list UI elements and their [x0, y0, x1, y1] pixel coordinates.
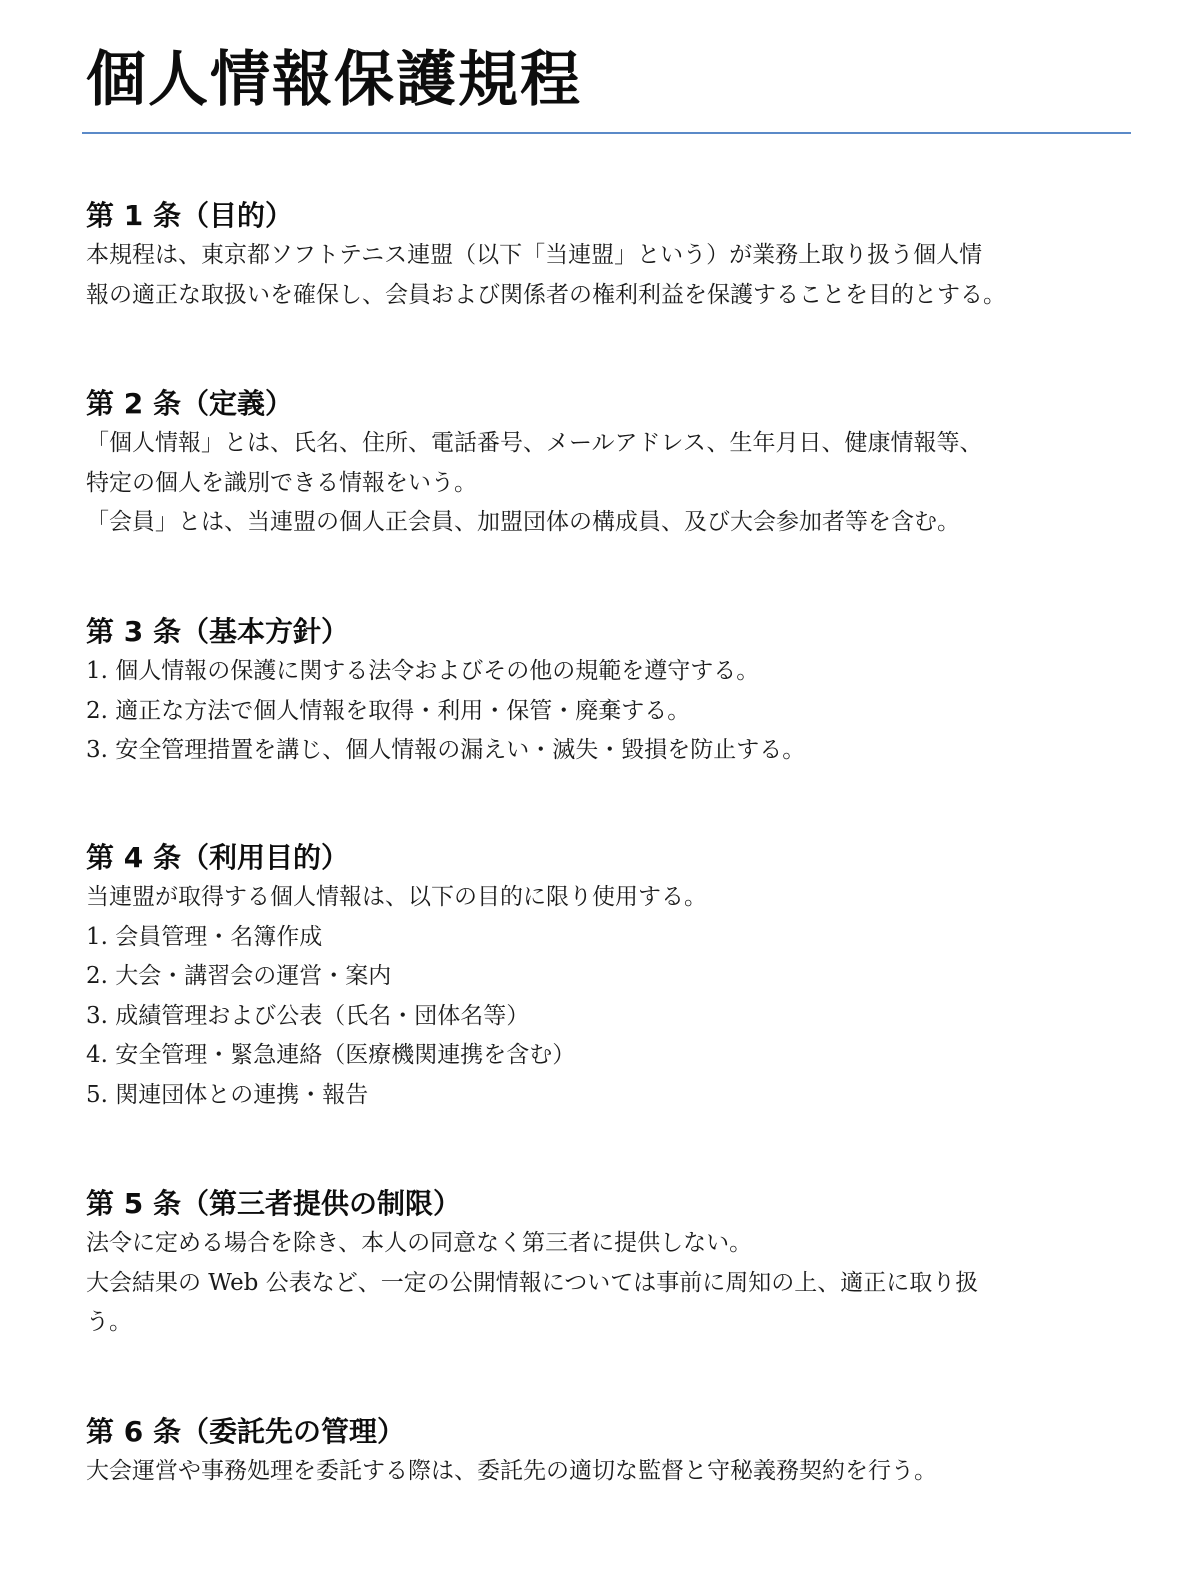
title-divider — [82, 132, 1131, 134]
article-heading: 第 1 条（目的） — [86, 199, 293, 232]
article-2 — [86, 384, 1166, 543]
list-item: 3. 安全管理措置を講じ、個人情報の漏えい・滅失・毀損を防止する。 — [86, 737, 806, 763]
body-line: 大会運営や事務処理を委託する際は、委託先の適切な監督と守秘義務契約を行う。 — [86, 1458, 937, 1484]
list-item: 1. 個人情報の保護に関する法令およびその他の規範を遵守する。 — [86, 658, 760, 684]
article-body — [86, 236, 1166, 315]
article-6 — [86, 1412, 1166, 1492]
body-line: 当連盟が取得する個人情報は、以下の目的に限り使用する。 — [86, 884, 707, 910]
article-heading: 第 4 条（利用目的） — [86, 841, 349, 874]
list-item: 1. 会員管理・名簿作成 — [86, 923, 323, 950]
body-line: 報の適正な取扱いを確保し、会員および関係者の権利利益を保護することを目的とする。 — [86, 281, 1006, 308]
list-item: 2. 適正な方法で個人情報を取得・利用・保管・廃棄する。 — [86, 697, 691, 724]
body-line: 「会員」とは、当連盟の個人正会員、加盟団体の構成員、及び大会参加者等を含む。 — [86, 509, 960, 535]
article-body — [86, 1452, 1166, 1492]
article-1 — [86, 196, 1166, 315]
article-heading: 第 3 条（基本方針） — [86, 615, 349, 648]
article-5 — [86, 1184, 1166, 1343]
list-item: 4. 安全管理・緊急連絡（医療機関連携を含む） — [86, 1042, 576, 1068]
article-body — [86, 424, 1166, 543]
article-heading: 第 5 条（第三者提供の制限） — [86, 1187, 461, 1220]
body-line: 「個人情報」とは、氏名、住所、電話番号、メールアドレス、生年月日、健康情報等、 — [86, 430, 983, 456]
body-line: 大会結果の Web 公表など、一定の公開情報については事前に周知の上、適正に取り扱 — [86, 1269, 979, 1296]
article-body — [86, 652, 1166, 771]
article-heading: 第 6 条（委託先の管理） — [86, 1415, 405, 1448]
article-3 — [86, 612, 1166, 771]
article-body — [86, 878, 1166, 1115]
body-line: 法令に定める場合を除き、本人の同意なく第三者に提供しない。 — [86, 1230, 753, 1256]
article-4 — [86, 838, 1166, 1115]
list-item: 3. 成績管理および公表（氏名・団体名等） — [86, 1002, 530, 1029]
list-item: 2. 大会・講習会の運営・案内 — [86, 963, 392, 989]
document-title: 個人情報保護規程 — [86, 45, 582, 115]
body-line: う。 — [86, 1309, 132, 1335]
body-line: 本規程は、東京都ソフトテニス連盟（以下「当連盟」という）が業務上取り扱う個人情 — [86, 242, 983, 268]
article-body — [86, 1224, 1166, 1343]
list-item: 5. 関連団体との連携・報告 — [86, 1081, 369, 1108]
article-heading: 第 2 条（定義） — [86, 387, 293, 420]
body-line: 特定の個人を識別できる情報をいう。 — [86, 469, 477, 496]
